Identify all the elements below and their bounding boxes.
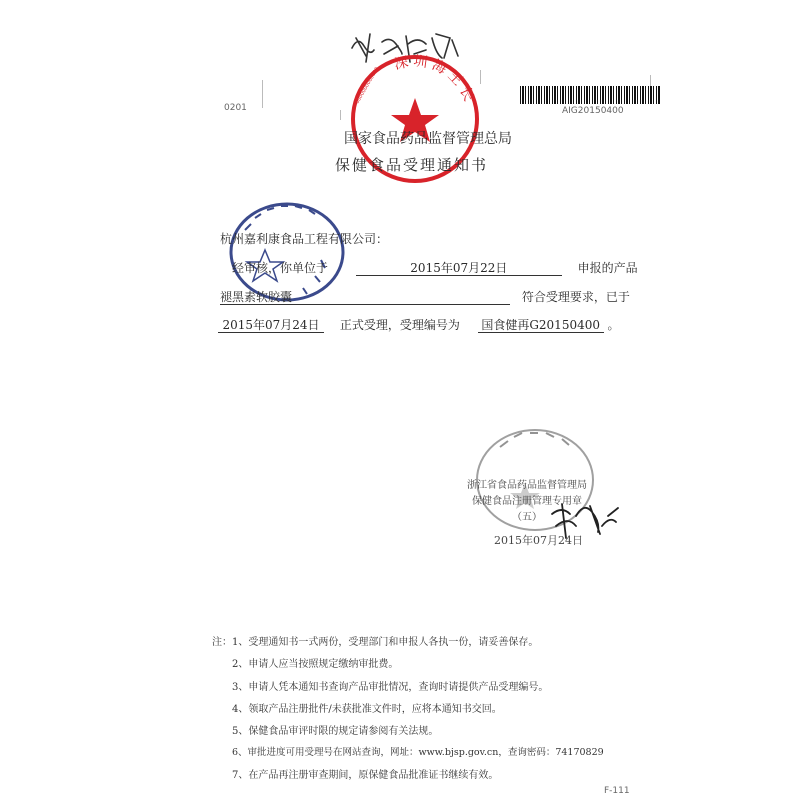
notes-label: 注：: [212, 637, 232, 648]
line3-end: 。: [607, 318, 620, 332]
note-item: 6、审批进度可用受理号在网站查询，网址：www.bjsp.gov.cn，查询密码：74170829: [232, 747, 604, 758]
issuer-line-2: 保健食品注册管理专用章: [472, 496, 582, 507]
recipient-line: 杭州嘉利康食品工程有限公司：: [220, 232, 389, 246]
product-name: 褪黑素软胶囊: [220, 290, 510, 305]
issue-date: 2015年07月24日: [494, 534, 583, 547]
red-seal-text: 深圳海王长: [392, 53, 479, 108]
handwritten-signature-issuer: [546, 496, 626, 550]
body-line-1: [232, 259, 638, 276]
note-item: 7、在产品再注册审查期间，原保健食品批准证书继续有效。: [232, 770, 499, 781]
page-edge-mark: [262, 80, 263, 108]
document-title: 保健食品受理通知书: [335, 156, 489, 174]
svg-text:深圳海王长: [393, 53, 478, 107]
note-item: 2、申请人应当按照规定缴纳审批费。: [232, 659, 399, 670]
body-line-3: [218, 316, 620, 333]
note-item: 5、保健食品审评时限的规定请参阅有关法规。: [232, 726, 439, 737]
body-line-2: [220, 288, 630, 305]
issuer-line-3: （五）: [512, 512, 542, 523]
form-code: F-111: [604, 786, 630, 796]
issuer-line-1: 浙江省食品药品监督管理局: [467, 480, 587, 491]
org-title: 国家食品药品监督管理总局: [344, 131, 512, 147]
svg-text:0000000000000: 0000000000000: [354, 66, 381, 105]
line3-middle: 正式受理，受理编号为: [339, 318, 460, 332]
submit-date: 2015年07月22日: [356, 261, 562, 276]
accept-date: 2015年07月24日: [218, 318, 324, 333]
line1-prefix: 经审核，你单位于: [232, 261, 329, 275]
note-item: 1、受理通知书一式两份，受理部门和申报人各执一份，请妥善保存。: [232, 637, 539, 648]
barcode-number: AIG20150400: [562, 106, 624, 116]
note-item: 3、申请人凭本通知书查询产品审批情况，查询时请提供产品受理编号。: [232, 682, 549, 693]
line1-suffix: 申报的产品: [577, 261, 638, 275]
barcode: [520, 86, 660, 104]
line2-suffix: 符合受理要求，已于: [521, 290, 630, 304]
page-code: 0201: [224, 103, 247, 113]
note-item: 4、领取产品注册批件/未获批准文件时，应将本通知书交回。: [232, 704, 502, 715]
accept-number: 国食健再G20150400: [478, 318, 604, 333]
